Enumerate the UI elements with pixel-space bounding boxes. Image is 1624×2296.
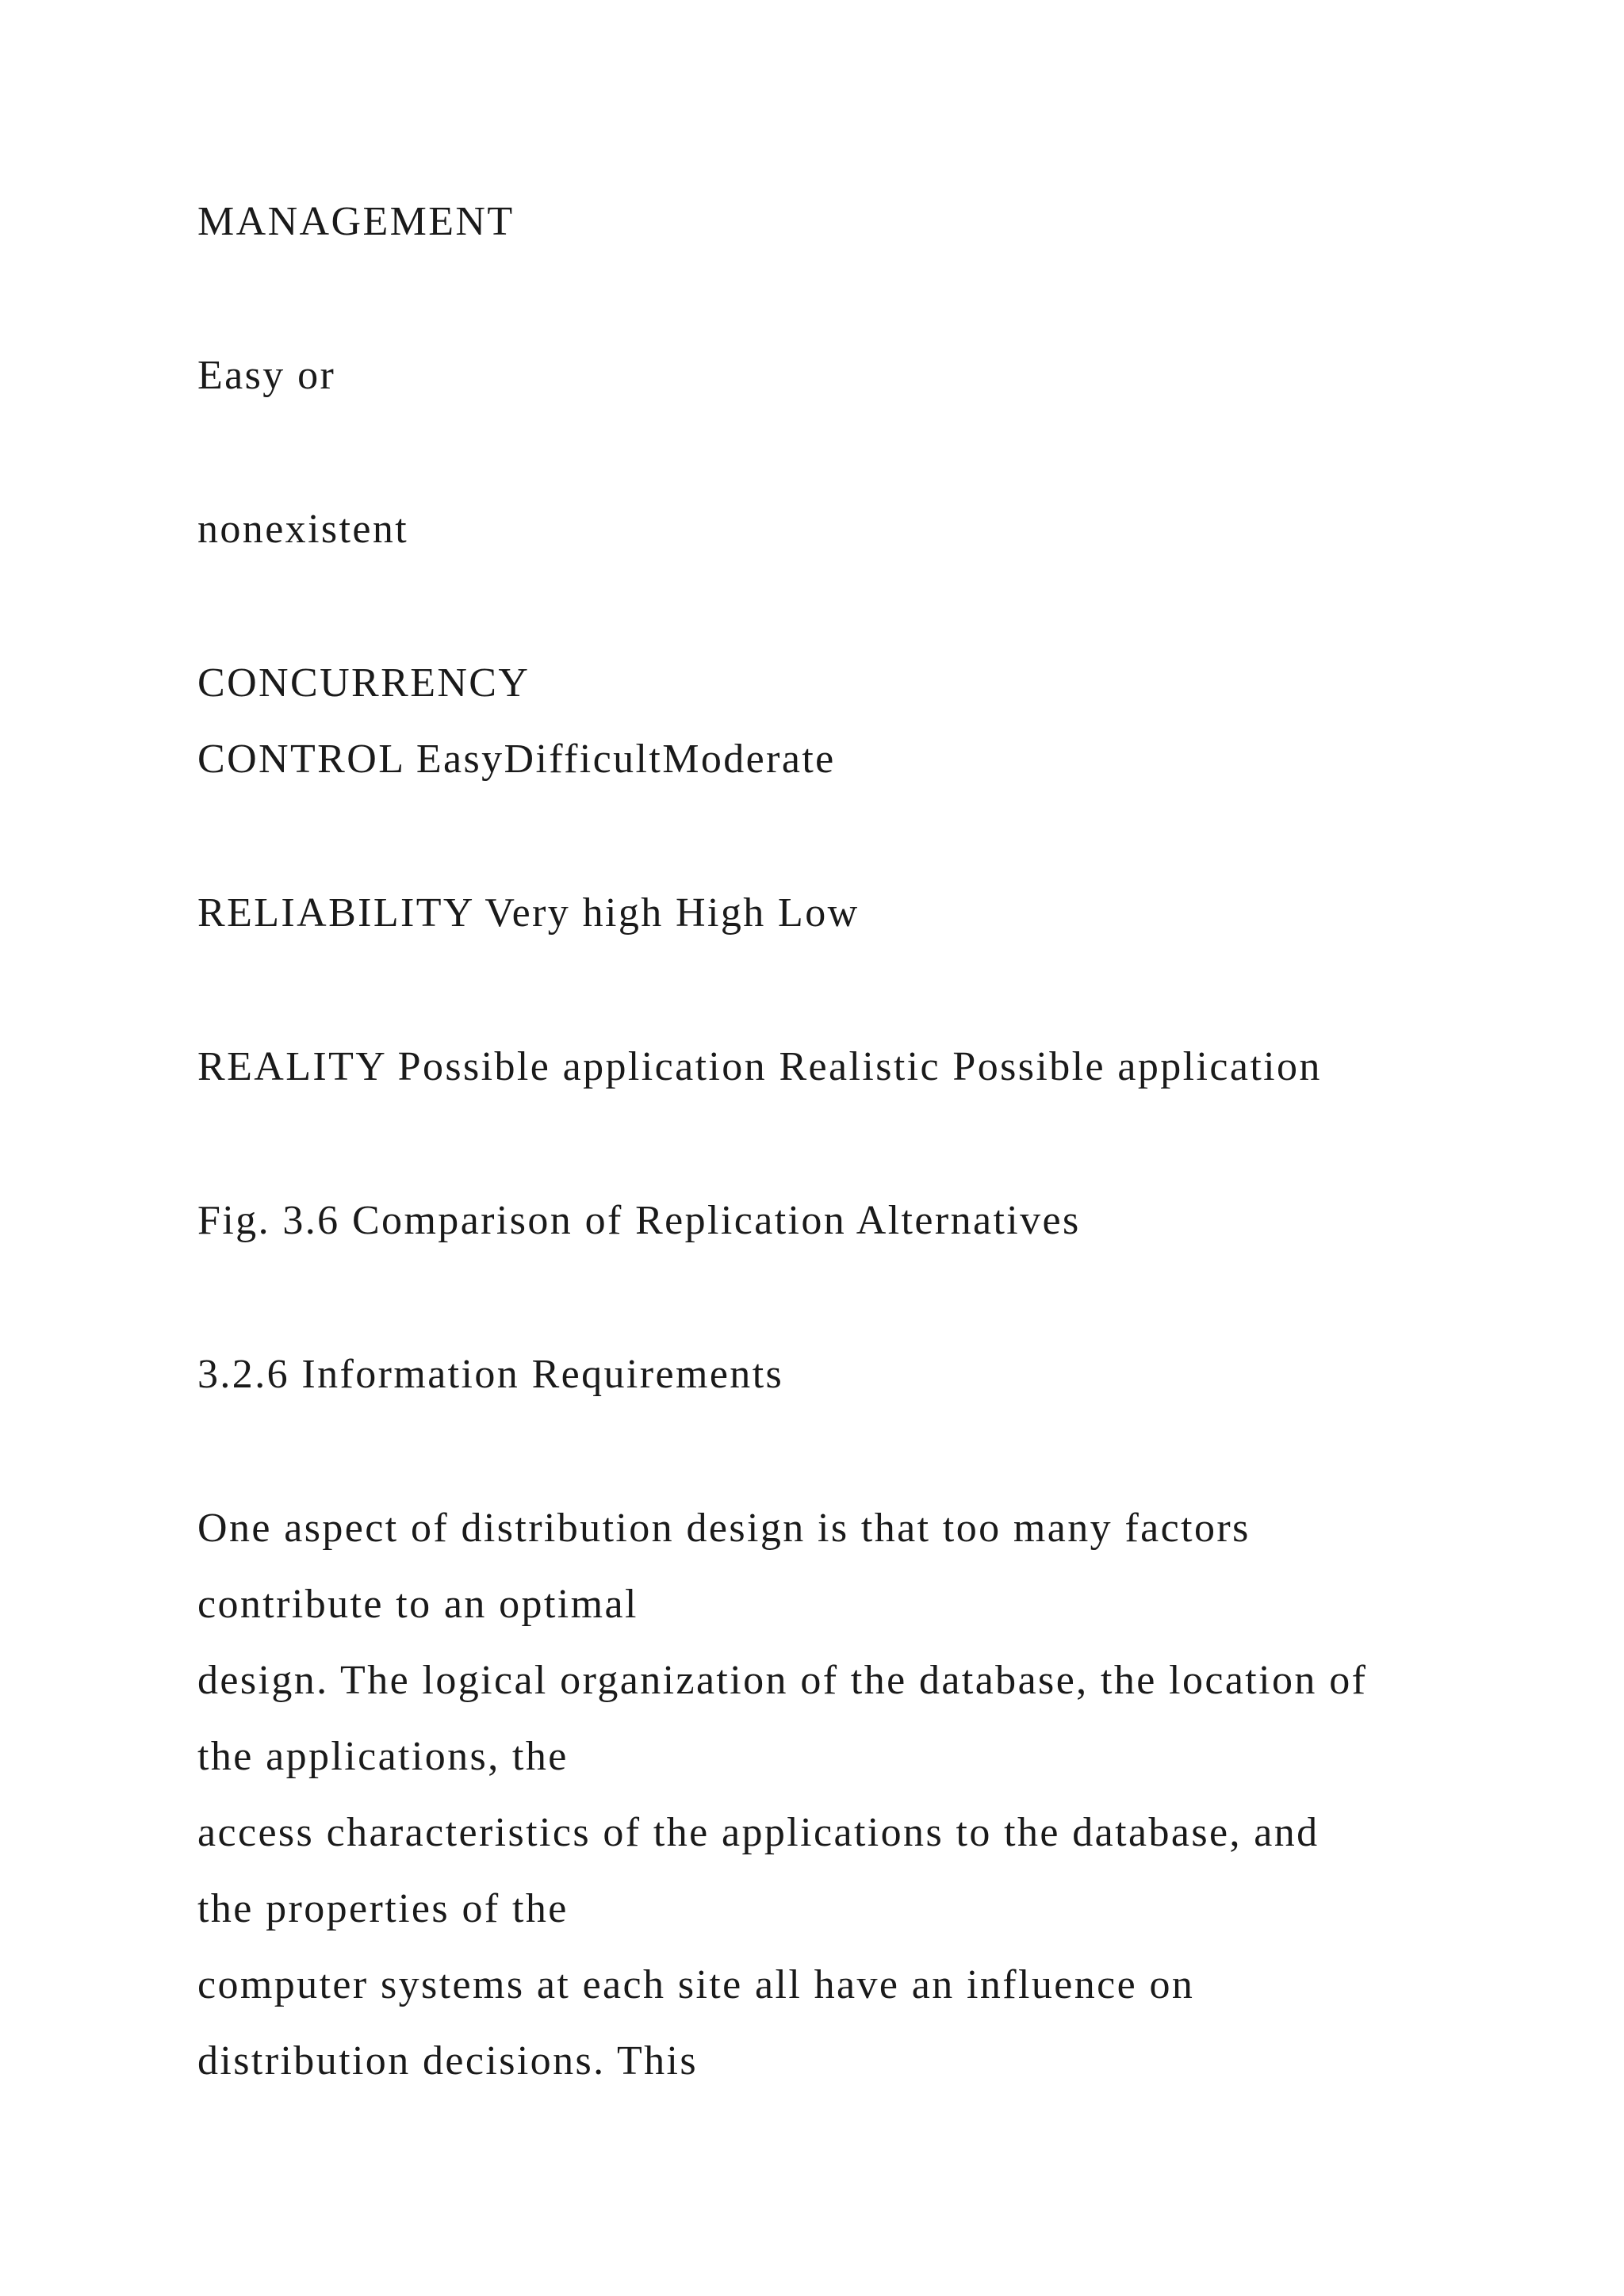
table-cell-text: nonexistent (197, 507, 409, 552)
table-cell-text: Easy or (197, 353, 336, 398)
paragraph-line: design. The logical organization of the database, the location of (197, 1658, 1368, 1703)
paragraph-line: contribute to an optimal (197, 1582, 638, 1627)
table-row-label-management: MANAGEMENT (197, 199, 515, 244)
table-row-concurrency-control: CONTROL EasyDifficultModerate (197, 737, 836, 782)
table-row-reliability: RELIABILITY Very high High Low (197, 890, 860, 936)
paragraph-line: One aspect of distribution design is that too many factors (197, 1506, 1251, 1551)
paragraph-line: the applications, the (197, 1734, 569, 1779)
section-heading: 3.2.6 Information Requirements (197, 1352, 784, 1397)
figure-caption: Fig. 3.6 Comparison of Replication Alternatives (197, 1198, 1081, 1243)
paragraph-line: computer systems at each site all have an influence on (197, 1962, 1195, 2007)
table-row-reality: REALITY Possible application Realistic Possible application (197, 1044, 1322, 1089)
paragraph-line: the properties of the (197, 1886, 569, 1931)
paragraph-line: distribution decisions. This (197, 2038, 699, 2084)
paragraph-line: access characteristics of the applications to the database, and (197, 1810, 1320, 1855)
table-row-label-concurrency: CONCURRENCY (197, 660, 530, 706)
